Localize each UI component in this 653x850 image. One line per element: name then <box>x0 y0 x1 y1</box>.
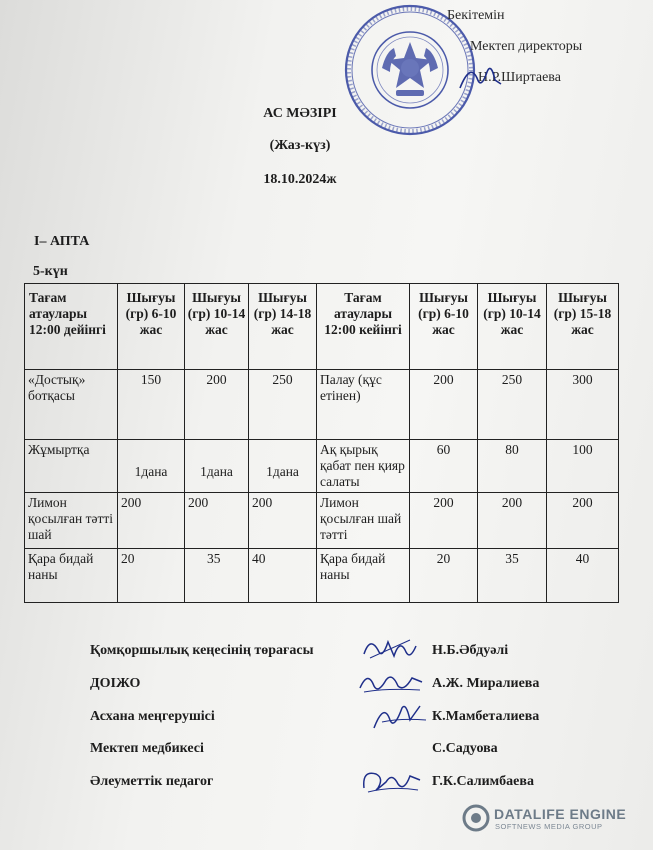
signature-row <box>90 774 560 794</box>
portion-cell: 150 <box>118 370 185 440</box>
header-cell: Тағам атаулары 12:00 кейінгі <box>317 284 410 370</box>
portion-cell: 200 <box>118 493 185 549</box>
signature-row <box>90 741 560 761</box>
watermark-logo-icon <box>462 804 490 832</box>
portion-cell: 200 <box>410 370 478 440</box>
approval-label: Бекітемін <box>447 8 505 23</box>
portion-cell: 40 <box>547 549 619 603</box>
table-row <box>25 440 619 493</box>
portion-cell: 1дана <box>185 440 249 493</box>
director-signature-icon <box>455 58 505 98</box>
portion-cell: 40 <box>249 549 317 603</box>
portion-cell: 200 <box>478 493 547 549</box>
table-row <box>25 549 619 603</box>
header-cell: Шығуы (гр) 14-18 жас <box>249 284 317 370</box>
portion-cell: 60 <box>410 440 478 493</box>
menu-date: 18.10.2024ж <box>263 172 337 187</box>
signature-scribble-icon <box>360 632 420 666</box>
portion-cell: 200 <box>410 493 478 549</box>
portion-cell: 100 <box>547 440 619 493</box>
portion-cell: 250 <box>478 370 547 440</box>
portion-cell: 1дана <box>249 440 317 493</box>
signature-scribble-icon <box>358 762 426 798</box>
approval-director-name: Н.Р.Ширтаева <box>478 70 561 85</box>
portion-cell: 80 <box>478 440 547 493</box>
portion-cell: 1дана <box>118 440 185 493</box>
portion-cell: 200 <box>249 493 317 549</box>
portion-cell: 200 <box>185 493 249 549</box>
portion-cell: 35 <box>478 549 547 603</box>
dish-cell: Қара бидай наны <box>25 549 118 603</box>
portion-cell: 200 <box>547 493 619 549</box>
portion-cell: 250 <box>249 370 317 440</box>
dish-cell: Қара бидай наны <box>317 549 410 603</box>
dish-cell: Лимон қосылған тәтті шай <box>25 493 118 549</box>
header-cell: Шығуы (гр) 6-10 жас <box>410 284 478 370</box>
signature-row <box>90 676 560 696</box>
dish-cell: Жұмыртқа <box>25 440 118 493</box>
watermark-subtitle: SOFTNEWS MEDIA GROUP <box>495 822 603 831</box>
menu-title: АС МӘЗІРІ <box>263 106 337 121</box>
week-label: I– АПТА <box>34 234 90 249</box>
watermark-title: DATALIFE ENGINE <box>494 806 627 822</box>
portion-cell: 300 <box>547 370 619 440</box>
portion-cell: 20 <box>410 549 478 603</box>
dish-cell: Ақ қырық қабат пен қияр салаты <box>317 440 410 493</box>
header-cell: Шығуы (гр) 10-14 жас <box>185 284 249 370</box>
header-cell: Шығуы (гр) 15-18 жас <box>547 284 619 370</box>
signature-row <box>90 709 560 729</box>
portion-cell: 200 <box>185 370 249 440</box>
signer-name: А.Ж. Миралиева <box>432 676 540 691</box>
dish-cell: «Достық» ботқасы <box>25 370 118 440</box>
table-row <box>25 370 619 440</box>
header-cell: Тағам атаулары 12:00 дейінгі <box>25 284 118 370</box>
approval-director-title: Мектеп директоры <box>470 39 583 54</box>
signer-role: Қомқоршылық кеңесінің төрағасы <box>90 643 314 658</box>
signer-name: К.Мамбеталиева <box>432 709 540 724</box>
table-header-row <box>25 284 619 370</box>
portion-cell: 35 <box>185 549 249 603</box>
portion-cell: 20 <box>118 549 185 603</box>
signature-scribble-icon <box>356 668 426 698</box>
signer-role: ДОІЖО <box>90 676 141 691</box>
dish-cell: Лимон қосылған шай тәтті <box>317 493 410 549</box>
signer-role: Асхана меңгерушісі <box>90 709 215 724</box>
signer-name: Г.К.Салимбаева <box>432 774 534 789</box>
watermark <box>462 800 642 836</box>
signature-scribble-icon <box>370 700 430 734</box>
signer-name: Н.Б.Әбдуәлі <box>432 643 509 658</box>
signer-role: Мектеп медбикесі <box>90 741 204 756</box>
table-row <box>25 493 619 549</box>
signer-role: Әлеуметтік педагог <box>90 774 214 789</box>
dish-cell: Палау (құс етінен) <box>317 370 410 440</box>
day-label: 5-күн <box>33 264 68 279</box>
menu-table <box>24 283 619 603</box>
menu-season: (Жаз-күз) <box>269 138 331 153</box>
signer-name: С.Садуова <box>432 741 498 756</box>
header-cell: Шығуы (гр) 6-10 жас <box>118 284 185 370</box>
header-cell: Шығуы (гр) 10-14 жас <box>478 284 547 370</box>
signature-row <box>90 643 560 663</box>
